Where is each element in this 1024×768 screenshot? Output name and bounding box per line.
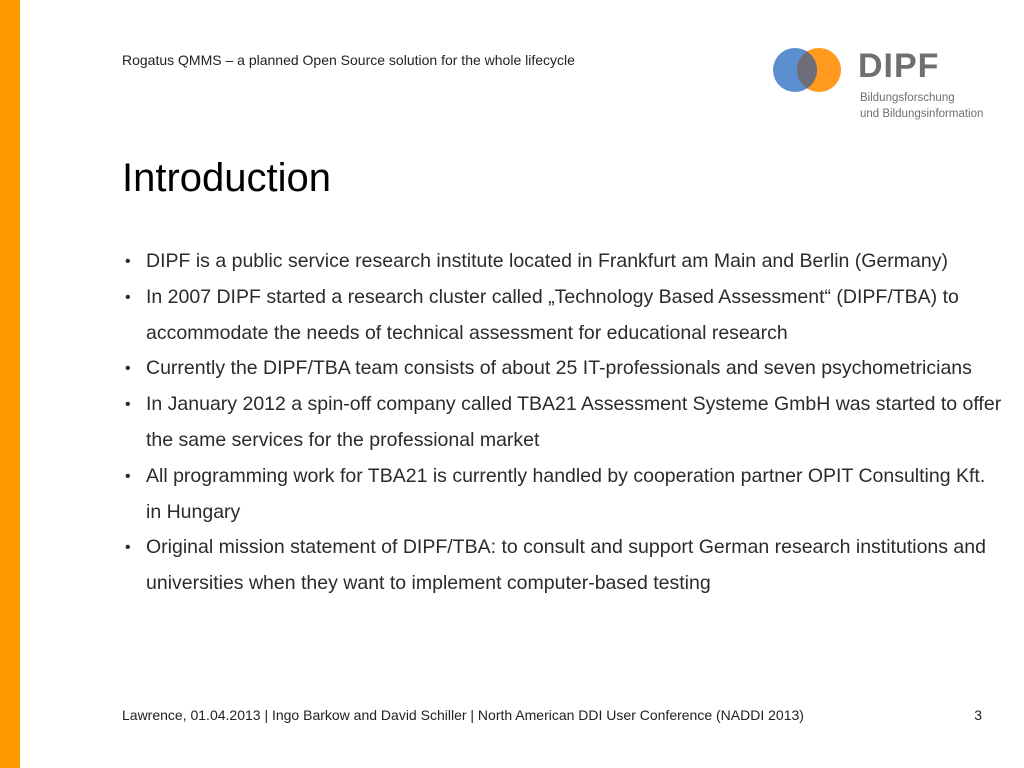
bullet-text: Original mission statement of DIPF/TBA: to consult and support German research institutions and universities when they want to implement computer-based testing bbox=[146, 536, 986, 595]
bullet-text: DIPF is a public service research institute located in Frankfurt am Main and Berlin (Germany) bbox=[146, 250, 948, 272]
bullet-item bbox=[122, 459, 1002, 531]
bullet-text: In 2007 DIPF started a research cluster called „Technology Based Assessment“ (DIPF/TBA) to accommodate the needs of technical assessment for educational research bbox=[146, 285, 959, 344]
bullet-item bbox=[122, 244, 1002, 280]
logo-subtitle bbox=[860, 90, 983, 122]
bullet-item bbox=[122, 280, 1002, 352]
logo-subtitle-line-2: und Bildungsinformation bbox=[860, 108, 984, 120]
bullet-marker-icon: • bbox=[125, 288, 131, 306]
header-subtitle: Rogatus QMMS – a planned Open Source solution for the whole lifecycle bbox=[122, 52, 575, 68]
bullet-marker-icon: • bbox=[125, 396, 131, 414]
logo-circles-icon bbox=[772, 44, 844, 96]
dipf-logo bbox=[772, 44, 1002, 130]
page-number: 3 bbox=[974, 707, 982, 723]
logo-subtitle-line-1: Bildungsforschung bbox=[860, 92, 955, 104]
bullet-item bbox=[122, 387, 1002, 459]
bullet-marker-icon: • bbox=[125, 539, 131, 557]
slide-title: Introduction bbox=[122, 156, 332, 200]
accent-sidebar bbox=[0, 0, 20, 768]
bullet-text: All programming work for TBA21 is currently handled by cooperation partner OPIT Consulting Kft. in Hungary bbox=[146, 464, 986, 523]
logo-name: DIPF bbox=[858, 47, 940, 85]
bullet-marker-icon: • bbox=[125, 467, 131, 485]
bullet-item bbox=[122, 351, 1002, 387]
footer-text: Lawrence, 01.04.2013 | Ingo Barkow and David Schiller | North American DDI User Conference (NADDI 2013) bbox=[122, 707, 804, 723]
bullet-list bbox=[122, 244, 1002, 602]
bullet-marker-icon: • bbox=[125, 360, 131, 378]
bullet-marker-icon: • bbox=[125, 253, 131, 270]
bullet-text: In January 2012 a spin-off company called TBA21 Assessment Systeme GmbH was started to offer the same services for the professional market bbox=[146, 393, 1002, 451]
bullet-text: Currently the DIPF/TBA team consists of about 25 IT-professionals and seven psychometricians bbox=[146, 357, 972, 380]
bullet-item bbox=[122, 530, 1002, 602]
